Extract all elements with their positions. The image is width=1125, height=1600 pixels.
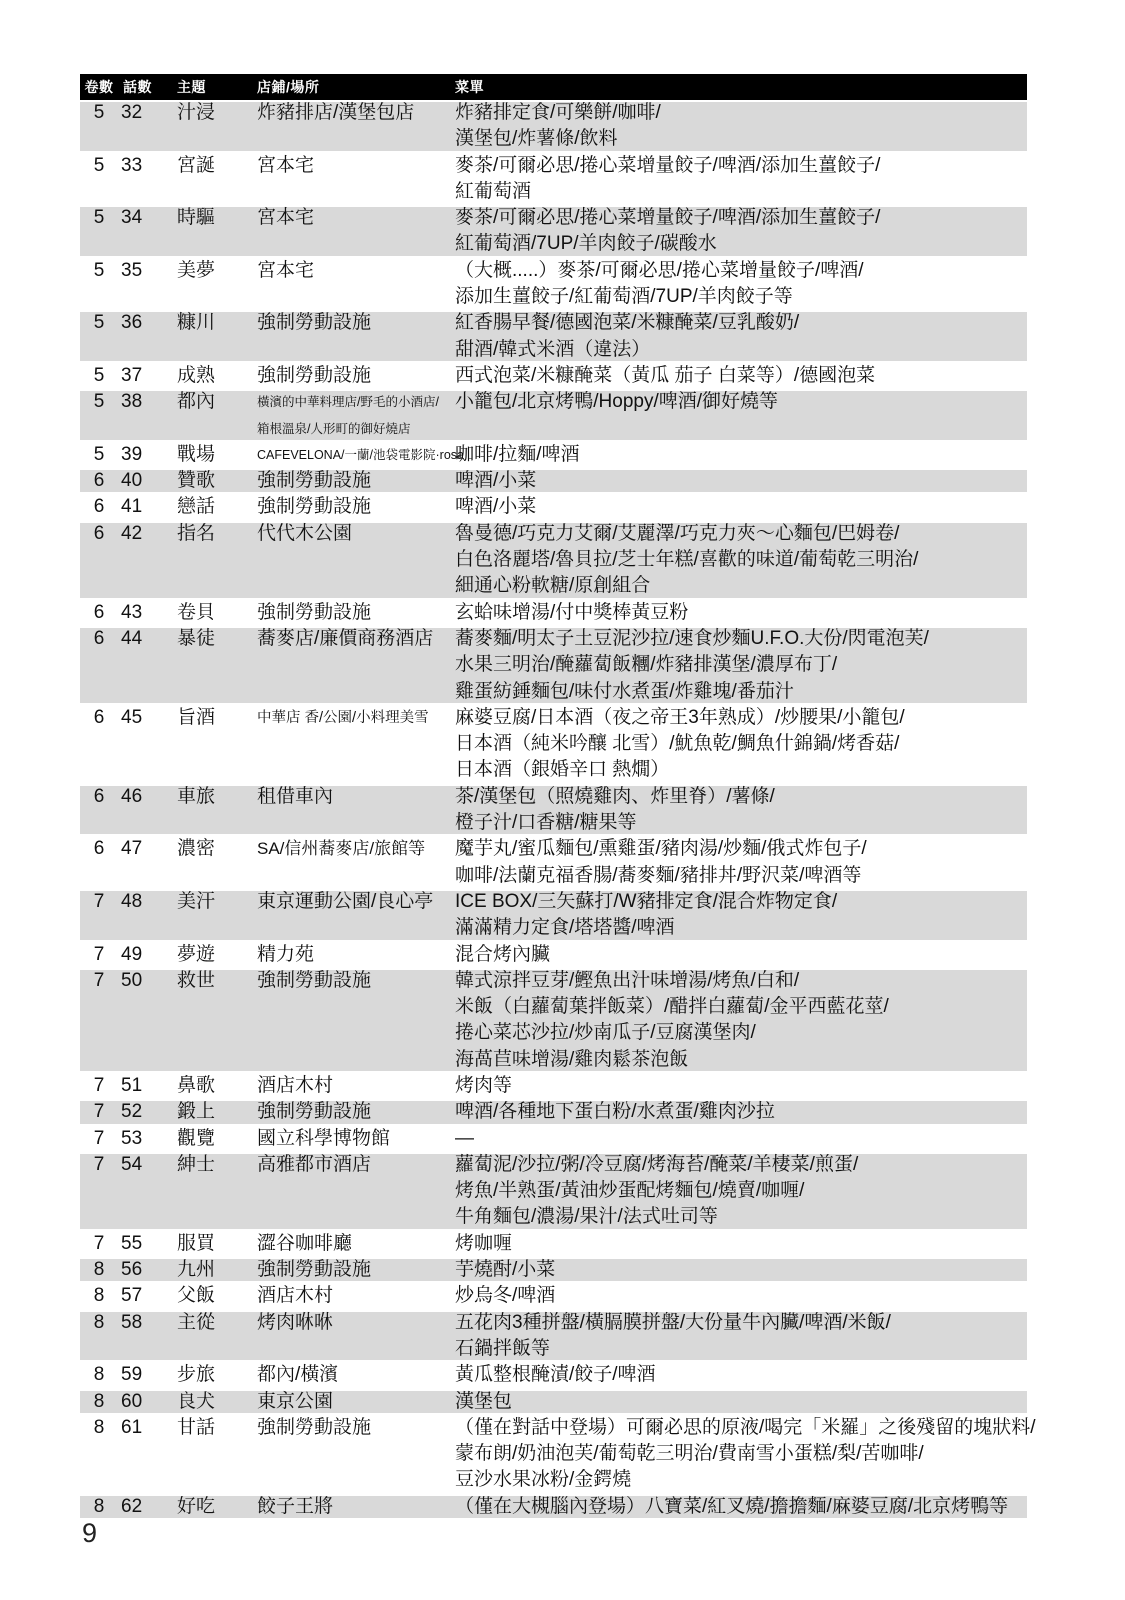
cell-theme: 卷貝 <box>177 601 216 623</box>
menu-line: 米飯（白蘿蔔葉拌飯菜）/醋拌白蘿蔔/金平西藍花莖/ <box>455 996 889 1018</box>
cell-volume: 7 <box>93 890 105 912</box>
shop-place-line: 代代木公園 <box>257 522 353 544</box>
cell-menu <box>455 1494 1027 1520</box>
shop-place-line: 精力苑 <box>257 943 315 965</box>
menu-line: 麥茶/可爾必思/捲心菜增量餃子/啤酒/添加生薑餃子/ <box>455 154 881 176</box>
menu-line: 漢堡包/炸薯條/飲料 <box>455 128 618 150</box>
menu-line: 橙子汁/口香糖/糖果等 <box>455 812 637 834</box>
shop-place-line: 宮本宅 <box>257 259 315 281</box>
cell-volume: 5 <box>93 102 105 123</box>
cell-shop-place <box>257 942 455 968</box>
cell-theme: 美汗 <box>177 890 216 912</box>
cell-shop-place <box>257 494 455 520</box>
shop-place-line: SA/信州蕎麥店/旅館等 <box>257 839 426 859</box>
menu-line: 白色洛麗塔/魯貝拉/芝士年糕/喜歡的味道/葡萄乾三明治/ <box>455 549 919 571</box>
cell-episode: 32 <box>121 102 143 123</box>
table-row <box>80 389 1027 442</box>
cell-menu <box>455 1310 1027 1363</box>
cell-menu <box>455 310 1027 363</box>
shop-place-line: 強制勞動設施 <box>257 601 372 623</box>
shop-place-line: 東京運動公園/良心亭 <box>257 890 434 912</box>
cell-volume: 6 <box>93 470 105 492</box>
cell-volume: 6 <box>93 785 105 807</box>
cell-menu <box>455 100 1027 153</box>
cell-shop-place <box>257 626 455 705</box>
cell-theme: 濃密 <box>177 838 216 860</box>
shop-place-line: 租借車內 <box>257 785 334 807</box>
cell-shop-place <box>257 258 455 311</box>
cell-theme: 成熟 <box>177 364 216 386</box>
cell-menu <box>455 1362 1027 1388</box>
cell-menu <box>455 784 1027 837</box>
table-row <box>80 310 1027 363</box>
table-row <box>80 1389 1027 1415</box>
menu-line: （僅在對話中登場）可爾必思的原液/喝完「米羅」之後殘留的塊狀料/ <box>455 1416 1036 1438</box>
cell-shop-place <box>257 153 455 206</box>
cell-episode: 51 <box>121 1074 143 1096</box>
menu-line: 咖啡/拉麵/啤酒 <box>455 443 580 465</box>
table-header-row <box>80 74 1027 100</box>
cell-theme: 鼻歌 <box>177 1074 216 1096</box>
cell-theme: 美夢 <box>177 259 216 281</box>
menu-line: 雞蛋紡錘麵包/味付水煮蛋/炸雞塊/番茄汁 <box>455 680 794 702</box>
cell-theme: 九州 <box>177 1259 216 1281</box>
menu-line: 添加生薑餃子/紅葡萄酒/7UP/羊肉餃子等 <box>455 286 793 308</box>
cell-menu <box>455 521 1027 600</box>
shop-place-line: 箱根溫泉/人形町的御好燒店 <box>257 421 411 436</box>
cell-menu <box>455 942 1027 968</box>
table-row <box>80 1310 1027 1363</box>
menu-line: 啤酒/小菜 <box>455 470 537 492</box>
cell-theme: 戀話 <box>177 496 216 518</box>
menu-line: 混合烤內臟 <box>455 943 551 965</box>
menu-line: 滿滿精力定食/塔塔醬/啤酒 <box>455 917 675 939</box>
cell-episode: 34 <box>121 207 143 229</box>
shop-place-line: 炸豬排店/漢堡包店 <box>257 102 415 123</box>
table-row <box>80 494 1027 520</box>
menu-line: 魔芋丸/蜜瓜麵包/熏雞蛋/豬肉湯/炒麵/俄式炸包子/ <box>455 838 867 860</box>
table-row <box>80 153 1027 206</box>
cell-theme: 鍛上 <box>177 1101 216 1123</box>
shop-place-line: 強制勞動設施 <box>257 969 372 991</box>
menu-line: 日本酒（銀婚辛口 熱燗） <box>455 759 670 781</box>
cell-shop-place <box>257 310 455 363</box>
cell-menu <box>455 363 1027 389</box>
shop-place-line: 強制勞動設施 <box>257 470 372 492</box>
cell-episode: 54 <box>121 1153 143 1175</box>
cell-episode: 53 <box>121 1127 143 1149</box>
table-row <box>80 258 1027 311</box>
page-number: 9 <box>82 1518 98 1548</box>
menu-line: 石鍋拌飯等 <box>455 1337 551 1359</box>
cell-menu <box>455 836 1027 889</box>
cell-shop-place <box>257 968 455 1073</box>
menu-line: 捲心菜芯沙拉/炒南瓜子/豆腐漢堡肉/ <box>455 1022 756 1044</box>
cell-theme: 車旅 <box>177 785 216 807</box>
cell-episode: 44 <box>121 627 143 649</box>
cell-volume: 8 <box>93 1390 105 1412</box>
menu-line: 黃瓜整根醃漬/餃子/啤酒 <box>455 1364 656 1386</box>
episode-menu-table <box>80 74 1036 1520</box>
menu-line: 紅葡萄酒 <box>455 180 532 202</box>
menu-line: 魯曼德/巧克力艾爾/艾麗澤/巧克力夾～心麵包/巴姆卷/ <box>455 522 900 544</box>
cell-volume: 5 <box>93 391 105 413</box>
table-row <box>80 1362 1027 1388</box>
table-row <box>80 100 1027 153</box>
shop-place-line: 酒店木村 <box>257 1074 334 1096</box>
cell-menu <box>455 153 1027 206</box>
col-header-theme: 主題 <box>177 79 206 95</box>
menu-line: 韓式涼拌豆芽/鰹魚出汁味增湯/烤魚/白和/ <box>455 969 800 991</box>
table-row <box>80 521 1027 600</box>
cell-shop-place <box>257 1283 455 1309</box>
cell-theme: 糠川 <box>177 312 216 334</box>
cell-menu <box>455 1099 1027 1125</box>
cell-menu <box>455 1389 1027 1415</box>
cell-volume: 6 <box>93 706 105 728</box>
cell-episode: 59 <box>121 1364 143 1386</box>
cell-theme: 旨酒 <box>177 706 216 728</box>
table-row <box>80 626 1027 705</box>
cell-episode: 41 <box>121 496 143 518</box>
cell-shop-place <box>257 1152 455 1231</box>
menu-line: 啤酒/小菜 <box>455 496 537 518</box>
cell-theme: 指名 <box>177 522 216 544</box>
table-row <box>80 468 1027 494</box>
cell-episode: 62 <box>121 1495 143 1517</box>
cell-volume: 7 <box>93 1232 105 1254</box>
table-row <box>80 1126 1027 1152</box>
cell-episode: 33 <box>121 154 143 176</box>
cell-menu <box>455 1126 1027 1152</box>
shop-place-line: 高雅都市酒店 <box>257 1153 372 1175</box>
cell-volume: 6 <box>93 627 105 649</box>
cell-episode: 52 <box>121 1101 143 1123</box>
menu-line: 海萵苣味增湯/雞肉鬆茶泡飯 <box>455 1048 689 1070</box>
cell-episode: 42 <box>121 522 143 544</box>
menu-line: 紅香腸早餐/德國泡菜/米糠醃菜/豆乳酸奶/ <box>455 312 800 334</box>
table-row <box>80 784 1027 837</box>
cell-theme: 紳士 <box>177 1153 216 1175</box>
menu-line: 炒烏冬/啤酒 <box>455 1285 556 1307</box>
cell-episode: 60 <box>121 1390 143 1412</box>
cell-theme: 都內 <box>177 391 216 413</box>
cell-menu <box>455 1415 1036 1494</box>
cell-menu <box>455 1257 1027 1283</box>
cell-menu <box>455 968 1027 1073</box>
cell-shop-place <box>257 205 455 258</box>
cell-volume: 8 <box>93 1285 105 1307</box>
shop-place-line: 宮本宅 <box>257 207 315 229</box>
menu-line: 細通心粉軟糖/原創組合 <box>455 575 651 597</box>
cell-volume: 8 <box>93 1259 105 1281</box>
cell-shop-place <box>257 705 455 784</box>
cell-theme: 步旅 <box>177 1364 216 1386</box>
table-row <box>80 836 1027 889</box>
shop-place-line: 強制勞動設施 <box>257 1259 372 1281</box>
cell-shop-place <box>257 1126 455 1152</box>
table-row <box>80 889 1027 942</box>
table-row <box>80 1415 1036 1494</box>
menu-line: 五花肉3種拼盤/橫膈膜拼盤/大份量牛內臟/啤酒/米飯/ <box>455 1311 891 1333</box>
cell-volume: 7 <box>93 1127 105 1149</box>
menu-line: 麻婆豆腐/日本酒（夜之帝王3年熟成）/炒腰果/小籠包/ <box>455 706 905 728</box>
cell-episode: 40 <box>121 470 143 492</box>
cell-shop-place <box>257 1494 455 1520</box>
cell-menu <box>455 258 1027 311</box>
menu-line: 西式泡菜/米糠醃菜（黃瓜 茄子 白菜等）/德國泡菜 <box>455 364 876 386</box>
cell-menu <box>455 468 1027 494</box>
cell-theme: 時驅 <box>177 207 216 229</box>
col-header-menu: 菜單 <box>455 79 484 95</box>
cell-theme: 暴徒 <box>177 627 216 649</box>
cell-episode: 61 <box>121 1416 143 1438</box>
cell-volume: 5 <box>93 154 105 176</box>
cell-shop-place <box>257 1389 455 1415</box>
cell-shop-place <box>257 389 455 442</box>
cell-shop-place <box>257 1362 455 1388</box>
shop-place-line: 強制勞動設施 <box>257 312 372 334</box>
cell-volume: 7 <box>93 969 105 991</box>
cell-volume: 5 <box>93 443 105 465</box>
menu-line: 烤咖喱 <box>455 1232 513 1254</box>
table-row <box>80 205 1027 258</box>
cell-menu <box>455 1073 1027 1099</box>
cell-menu <box>455 389 1027 442</box>
cell-menu <box>455 889 1027 942</box>
cell-episode: 39 <box>121 443 143 465</box>
menu-line: 豆沙水果冰粉/金鍔燒 <box>455 1469 632 1491</box>
cell-episode: 47 <box>121 838 143 860</box>
shop-place-line: 強制勞動設施 <box>257 1101 372 1123</box>
menu-line: 烤肉等 <box>455 1074 513 1096</box>
cell-theme: 主從 <box>177 1311 216 1333</box>
shop-place-line: 澀谷咖啡廳 <box>257 1232 353 1254</box>
table-body <box>80 100 1036 1520</box>
shop-place-line: 宮本宅 <box>257 154 315 176</box>
shop-place-line: 蕎麥店/廉價商務酒店 <box>257 627 434 649</box>
menu-line: 茶/漢堡包（照燒雞肉、炸里脊）/薯條/ <box>455 785 775 807</box>
table-row <box>80 1099 1027 1125</box>
menu-line: 啤酒/各種地下蛋白粉/水煮蛋/雞肉沙拉 <box>455 1101 775 1123</box>
menu-line: 蕎麥麵/明太子土豆泥沙拉/速食炒麵U.F.O.大份/閃電泡芙/ <box>455 627 929 649</box>
table-row <box>80 705 1027 784</box>
shop-place-line: 東京公園 <box>257 1390 334 1412</box>
menu-line: （大概.....）麥茶/可爾必思/捲心菜增量餃子/啤酒/ <box>455 259 864 281</box>
cell-volume: 5 <box>93 364 105 386</box>
cell-volume: 8 <box>93 1416 105 1438</box>
cell-episode: 46 <box>121 785 143 807</box>
cell-theme: 宮誕 <box>177 154 216 176</box>
menu-line: 炸豬排定食/可樂餅/咖啡/ <box>455 102 661 123</box>
shop-place-line: 中華店 香/公園/小料理美雪 <box>257 709 429 726</box>
cell-theme: 汁浸 <box>177 102 216 123</box>
cell-shop-place <box>257 1099 455 1125</box>
cell-episode: 37 <box>121 364 143 386</box>
menu-line: 芋燒酎/小菜 <box>455 1259 556 1281</box>
menu-line: 玄蛤味增湯/付中獎棒黃豆粉 <box>455 601 689 623</box>
cell-menu <box>455 1231 1027 1257</box>
menu-line: 水果三明治/醃蘿蔔飯糰/炸豬排漢堡/濃厚布丁/ <box>455 654 838 676</box>
menu-line: 麥茶/可爾必思/捲心菜增量餃子/啤酒/添加生薑餃子/ <box>455 207 881 229</box>
cell-volume: 7 <box>93 1153 105 1175</box>
cell-shop-place <box>257 836 455 889</box>
shop-place-line: 烤肉咻咻 <box>257 1311 334 1333</box>
cell-episode: 35 <box>121 259 143 281</box>
cell-shop-place <box>257 1073 455 1099</box>
cell-volume: 6 <box>93 601 105 623</box>
cell-shop-place <box>257 784 455 837</box>
shop-place-line: 橫濱的中華料理店/野毛的小酒店/ <box>257 395 439 410</box>
cell-menu <box>455 626 1027 705</box>
table-row <box>80 1283 1027 1309</box>
cell-shop-place <box>257 521 455 600</box>
cell-theme: 救世 <box>177 969 216 991</box>
cell-episode: 48 <box>121 890 143 912</box>
cell-volume: 6 <box>93 522 105 544</box>
table-row <box>80 442 1027 468</box>
cell-shop-place <box>257 1310 455 1363</box>
table-row <box>80 1494 1027 1520</box>
table-row <box>80 600 1027 626</box>
cell-shop-place <box>257 1415 455 1494</box>
menu-line: 小籠包/北京烤鴨/Hoppy/啤酒/御好燒等 <box>455 391 779 413</box>
cell-volume: 8 <box>93 1364 105 1386</box>
cell-menu <box>455 442 1027 468</box>
shop-place-line: 餃子王將 <box>257 1495 334 1517</box>
cell-shop-place <box>257 600 455 626</box>
cell-volume: 7 <box>93 1074 105 1096</box>
menu-line: ICE BOX/三矢蘇打/W豬排定食/混合炸物定食/ <box>455 890 838 912</box>
cell-theme: 父飯 <box>177 1285 216 1307</box>
cell-shop-place <box>257 442 464 468</box>
cell-menu <box>455 600 1027 626</box>
cell-volume: 7 <box>93 1101 105 1123</box>
cell-theme: 甘話 <box>177 1416 216 1438</box>
menu-line: 漢堡包 <box>455 1390 513 1412</box>
cell-menu <box>455 494 1027 520</box>
cell-theme: 好吃 <box>177 1495 216 1517</box>
cell-episode: 50 <box>121 969 143 991</box>
col-header-volume: 卷數 <box>84 79 114 95</box>
cell-episode: 58 <box>121 1311 143 1333</box>
shop-place-line: 都內/橫濱 <box>257 1364 339 1386</box>
cell-theme: 良犬 <box>177 1390 216 1412</box>
table-row <box>80 942 1027 968</box>
cell-volume: 5 <box>93 207 105 229</box>
cell-theme: 服買 <box>177 1232 216 1254</box>
table-row <box>80 968 1027 1073</box>
table-row <box>80 1231 1027 1257</box>
shop-place-line: CAFEVELONA/一蘭/池袋電影院·rosa <box>257 447 464 462</box>
table-row <box>80 1257 1027 1283</box>
shop-place-line: 強制勞動設施 <box>257 496 372 518</box>
cell-theme: 戰場 <box>177 443 216 465</box>
cell-volume: 6 <box>93 838 105 860</box>
menu-line: 蒙布朗/奶油泡芙/葡萄乾三明治/費南雪小蛋糕/梨/苦咖啡/ <box>455 1443 924 1465</box>
cell-volume: 7 <box>93 943 105 965</box>
cell-shop-place <box>257 889 455 942</box>
cell-menu <box>455 1283 1027 1309</box>
shop-place-line: 強制勞動設施 <box>257 1416 372 1438</box>
table-row <box>80 1152 1027 1231</box>
menu-line: 烤魚/半熟蛋/黃油炒蛋配烤麵包/燒賣/咖喱/ <box>455 1180 805 1202</box>
table-row <box>80 363 1027 389</box>
cell-volume: 5 <box>93 259 105 281</box>
cell-menu <box>455 1152 1027 1231</box>
cell-volume: 8 <box>93 1311 105 1333</box>
table-row <box>80 1073 1027 1099</box>
menu-line: 蘿蔔泥/沙拉/粥/冷豆腐/烤海苔/醃菜/羊棲菜/煎蛋/ <box>455 1153 859 1175</box>
cell-episode: 36 <box>121 312 143 334</box>
cell-episode: 57 <box>121 1285 143 1307</box>
shop-place-line: 國立科學博物館 <box>257 1127 391 1149</box>
shop-place-line: 強制勞動設施 <box>257 364 372 386</box>
cell-shop-place <box>257 1231 455 1257</box>
menu-line: 紅葡萄酒/7UP/羊肉餃子/碳酸水 <box>455 233 717 255</box>
cell-shop-place <box>257 100 455 153</box>
cell-shop-place <box>257 1257 455 1283</box>
menu-line: 日本酒（純米吟釀 北雪）/魷魚乾/鯛魚什錦鍋/烤香菇/ <box>455 733 900 755</box>
cell-episode: 43 <box>121 601 143 623</box>
cell-theme: 贊歌 <box>177 470 216 492</box>
cell-menu <box>455 705 1027 784</box>
cell-theme: 觀覽 <box>177 1127 216 1149</box>
cell-volume: 8 <box>93 1495 105 1517</box>
cell-episode: 49 <box>121 943 143 965</box>
cell-volume: 5 <box>93 312 105 334</box>
cell-episode: 45 <box>121 706 143 728</box>
cell-volume: 6 <box>93 496 105 518</box>
cell-menu <box>455 205 1027 258</box>
menu-line: 甜酒/韓式米酒（違法） <box>455 338 651 360</box>
menu-line: — <box>455 1127 474 1149</box>
shop-place-line: 酒店木村 <box>257 1285 334 1307</box>
cell-episode: 56 <box>121 1259 143 1281</box>
col-header-episode: 話數 <box>123 79 152 95</box>
menu-line: 牛角麵包/濃湯/果汁/法式吐司等 <box>455 1206 718 1228</box>
cell-episode: 55 <box>121 1232 143 1254</box>
cell-shop-place <box>257 468 455 494</box>
cell-theme: 夢遊 <box>177 943 216 965</box>
cell-shop-place <box>257 363 455 389</box>
col-header-shop-place: 店鋪/場所 <box>257 79 320 95</box>
cell-episode: 38 <box>121 391 143 413</box>
menu-line: 咖啡/法蘭克福香腸/蕎麥麵/豬排丼/野沢菜/啤酒等 <box>455 864 862 886</box>
menu-line: （僅在大槻腦內登場）八寶菜/紅叉燒/擔擔麵/麻婆豆腐/北京烤鴨等 <box>455 1495 1009 1517</box>
